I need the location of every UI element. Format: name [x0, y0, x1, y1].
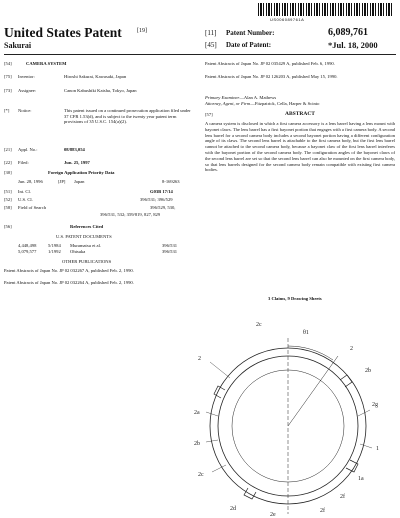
foreign-number: 8-169263 [162, 179, 180, 184]
ref-label: 2b [194, 441, 200, 447]
notice: This patent issued on a continued prosecution application filed under 37 CFR 1.53(d), and is subject to the twenty year patent term provisions of 35 U.S.C. 154(a)(2). [64, 108, 191, 125]
foreign-country-code: [JP] [58, 179, 66, 184]
ref-label: 2b [365, 368, 371, 374]
examiner: Alan A. Mathews [243, 95, 277, 100]
angle-label: θ1 [303, 330, 309, 336]
us-doc-date: 5/1984 [48, 243, 61, 248]
assignee: Canon Kabushiki Kaisha, Tokyo, Japan [64, 88, 137, 93]
ref-label: 2c [256, 322, 262, 328]
patent-date: *Jul. 18, 2000 [328, 40, 378, 50]
barcode [258, 3, 392, 16]
inventor-surname: Sakurai [4, 41, 32, 50]
us-doc-class: 396/531 [162, 243, 178, 248]
examiner-label: Primary Examiner [205, 95, 240, 100]
intcl-value: G03B 17/14 [150, 189, 173, 194]
intcl-code: [51] [4, 189, 12, 194]
patent-number-code: [11] [205, 29, 217, 37]
field-value-2: 396/531, 532; 359/819, 827, 829 [100, 212, 161, 217]
leader-line [360, 444, 372, 448]
uscl-value: 396/531; 396/529 [140, 197, 173, 202]
barcode-number: US006089761A [270, 17, 305, 22]
patent-figure [190, 320, 400, 518]
attorney-label: Attorney, Agent, or Firm [205, 101, 251, 106]
abstract-title: ABSTRACT [285, 111, 315, 117]
refs-code: [56] [4, 224, 12, 229]
leader-line [206, 412, 218, 416]
ref-label: 2c [198, 472, 204, 478]
date-code: [45] [205, 41, 217, 49]
bayonet-claw [244, 488, 256, 499]
ref-label: 2d [230, 506, 236, 512]
notice-label: Notice: [18, 108, 32, 113]
inventor-code: [75] [4, 74, 12, 79]
filed-code: [22] [4, 160, 12, 165]
field-value: 396/529, 530, [150, 205, 176, 210]
ref-label: 2f [320, 508, 325, 514]
notice-code: [*] [4, 108, 10, 113]
ref-label: 1a [358, 476, 364, 482]
uscl-label: U.S. Cl. [18, 197, 33, 202]
foreign-date: Jun. 28, 1996 [18, 179, 43, 184]
header-rule [4, 54, 396, 55]
us-doc-number: 5,079,577 [18, 249, 37, 254]
foreign-title: Foreign Application Priority Data [48, 170, 115, 175]
foreign-country: Japan [74, 179, 85, 184]
inventor-label: Inventor: [18, 74, 35, 79]
patent-number: 6,089,761 [328, 27, 368, 38]
refs-title: References Cited [70, 224, 104, 229]
publication: Patent Abstracts of Japan No. JP 02 035429 A, published Feb. 6, 1990. [205, 61, 335, 66]
invention-title: CAMERA SYSTEM [26, 61, 67, 66]
other-pub: Patent Abstracts of Japan No. JP 02 032264 A, published Feb. 2, 1990. [4, 280, 134, 285]
ref-label: 2g [372, 402, 378, 408]
us-doc-name: Ohtsuka [70, 249, 86, 254]
ref-label: 2e [270, 512, 276, 518]
other-pub: Patent Abstracts of Japan No. JP 02 032267 A, published Feb. 2, 1990. [4, 268, 134, 273]
us-doc-number: 4,448,498 [18, 243, 37, 248]
ref-label: 2 [198, 356, 201, 362]
appl-code: [21] [4, 147, 12, 152]
appl-label: Appl. No.: [18, 147, 38, 152]
us-docs-title: U.S. PATENT DOCUMENTS [56, 234, 112, 239]
us-doc-date: 1/1992 [48, 249, 61, 254]
foreign-code: [30] [4, 170, 12, 175]
publication: Patent Abstracts of Japan No. JP 02 126203 A, published May 15, 1990. [205, 74, 338, 79]
leader-line [358, 410, 370, 416]
assignee-code: [73] [4, 88, 12, 93]
ref-label: 2f [340, 494, 345, 500]
other-pubs-title: OTHER PUBLICATIONS [62, 259, 112, 264]
patent-number-label: Patent Number: [226, 29, 275, 37]
office-title: United States Patent [4, 25, 122, 40]
angle-ray [288, 356, 338, 426]
office-code: [19] [137, 28, 147, 34]
assignee-label: Assignee: [18, 88, 37, 93]
ref-label: 2 [350, 346, 353, 352]
date-label: Date of Patent: [226, 41, 272, 49]
ref-label: 2a [194, 410, 200, 416]
abstract-code: [57] [205, 112, 213, 117]
title-code: [54] [4, 61, 12, 66]
field-code: [58] [4, 205, 12, 210]
filed-date: Jun. 25, 1997 [64, 160, 90, 165]
abstract-text: A camera system is disclosed in which a first camera accessory is a lens barrel having a lens mount with bayonet claws. The lens barrel has a first bayonet portion that engages with a first camera body. A second lens barrel for a second camera body includes a second bayonet portion having a different configuration angle of its claws. The second lens barrel is attachable to the first camera body, but the first lens barrel cannot be attached to the second camera body, because a bayonet claw of the first lens barrel interferes with the bayonet portion of the second camera body. The configuration angles of the bayonet claws of the second lens barrel are set so that the second lens barrel can also be mounted on the first camera body, so that lens barrels designed for the second camera body remain compatible with existing first camera bodies. [205, 121, 395, 173]
appl-number: 08/883,054 [64, 147, 85, 152]
us-doc-name: Muramatsu et al. [70, 243, 101, 248]
claims-summary: 3 Claims, 9 Drawing Sheets [268, 296, 322, 301]
filed-label: Filed: [18, 160, 29, 165]
uscl-code: [52] [4, 197, 12, 202]
field-label: Field of Search [18, 205, 47, 210]
intcl-label: Int. Cl. [18, 189, 31, 194]
attorney: Fitzpatrick, Cella, Harper & Scinto [254, 101, 320, 106]
leader-line [210, 362, 230, 378]
ref-label: 1 [376, 446, 379, 452]
inventor: Hiroshi Sakurai, Kawasaki, Japan [64, 74, 127, 79]
us-doc-class: 396/531 [162, 249, 178, 254]
